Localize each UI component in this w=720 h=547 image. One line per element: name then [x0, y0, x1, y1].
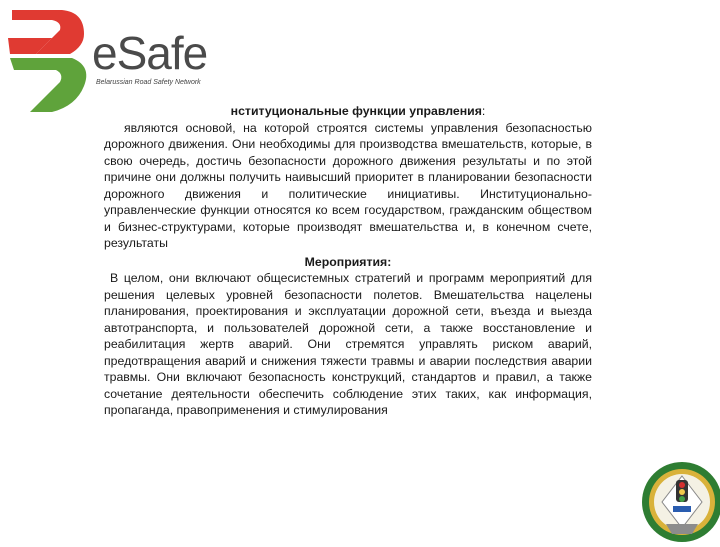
road-safety-emblem-icon [636, 452, 720, 542]
esafe-logo [0, 0, 220, 115]
main-content [104, 103, 592, 419]
section1-heading [104, 103, 592, 120]
section2-heading: Мероприятия: [304, 254, 392, 269]
section1-heading-text: нституциональные функции управления [230, 104, 482, 118]
section1-paragraph: являются основой, на которой строятся системы управления безопасностью дорожного движения. Они необходимы для производства вмешательств, которые, в свою очередь, достичь безопасности дорожного движения результаты и по этой причине они должны получить наивысший приоритет в планировании безопасности дорожного движения и политические инициативы. Институционально-управленческие функции относятся ко всем государством, гражданским обществом и бизнес-структурами, которые производят вмешательства и, в конечном счете, результаты [104, 120, 592, 250]
logo-brand-name: eSafe [92, 27, 208, 79]
logo-subtitle: Belarussian Road Safety Network [96, 79, 201, 86]
section2-paragraph: В целом, они включают общесистемных стратегий и программ мероприятий для решения целевых уровней безопасности полетов. Вмешательства нацелены планирования, проектирования и эксплуатации дорожной сети, въезда и выезда автотранспорта, и пользователей дорожной сети, а также восстановление и реабилитация жертв аварий. Они стремятся управлять риском аварий, предотвращения аварий и снижения тяжести травмы и аварии последствия аварии травмы. Они включают безопасность конструкций, стандартов и правил, а также сочетание деятельности обеспечить соблюдение этих таких, как информация, пропаганда, правоприменения и стимулирования [104, 271, 592, 417]
section1-heading-suffix: : [481, 104, 486, 118]
